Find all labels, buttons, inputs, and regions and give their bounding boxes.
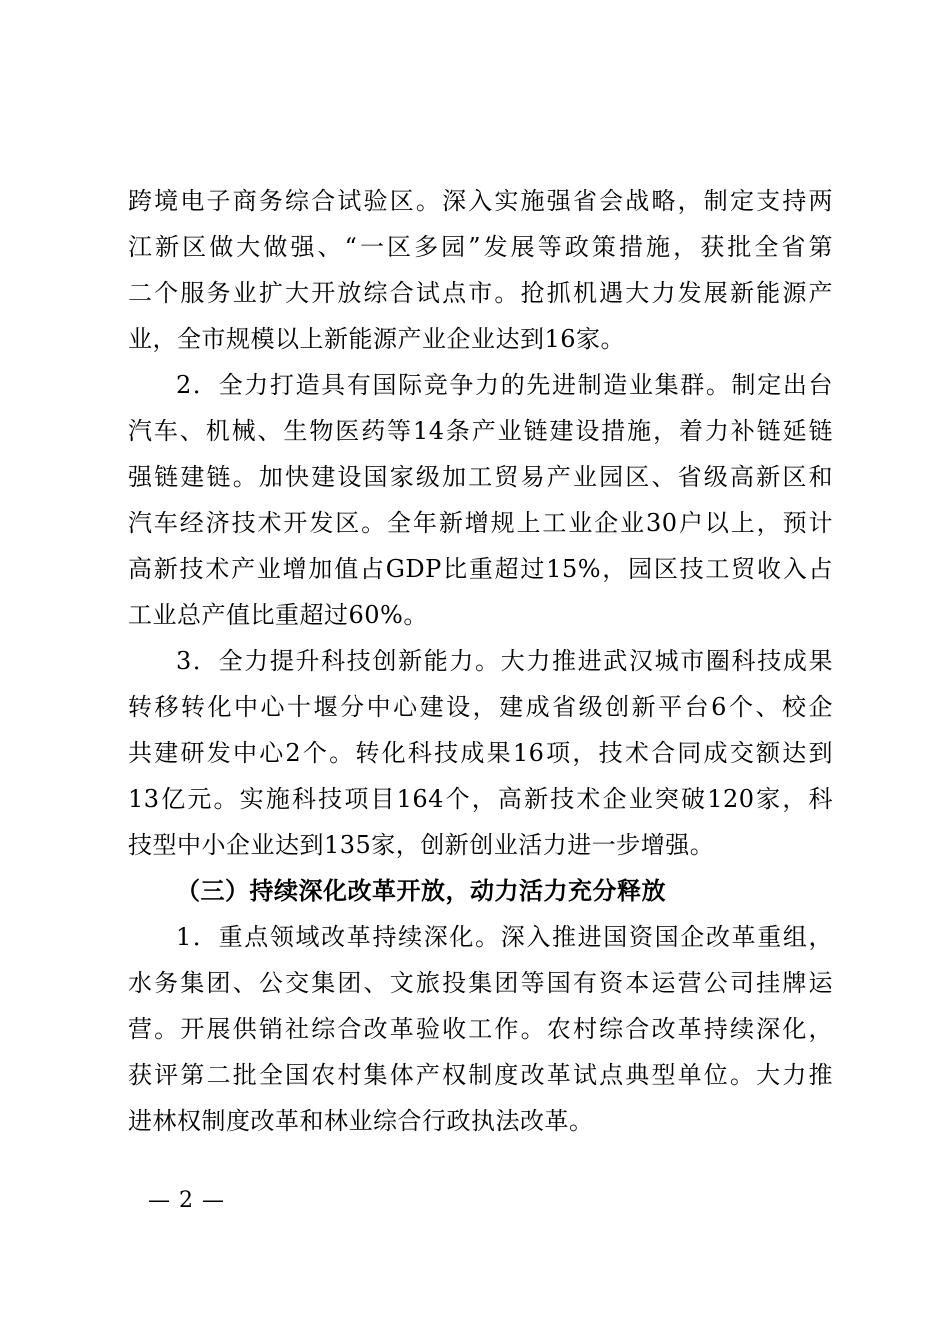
text-line: 高新技术产业增加值占GDP比重超过15%，园区技工贸收入占	[128, 555, 833, 583]
page-number: — 2 —	[148, 1188, 225, 1213]
text-line: 二个服务业扩大开放综合试点市。抢抓机遇大力发展新能源产	[128, 279, 833, 307]
text-line: 强链建链。加快建设国家级加工贸易产业园区、省级高新区和	[128, 463, 833, 491]
text-line: 跨境电子商务综合试验区。深入实施强省会战略，制定支持两	[128, 187, 833, 215]
text-line: 获评第二批全国农村集体产权制度改革试点典型单位。大力推	[128, 1061, 833, 1089]
paragraph-continued	[128, 178, 833, 362]
text-line: 共建研发中心2个。转化科技成果16项，技术合同成交额达到	[128, 739, 833, 767]
text-line: 2．全力打造具有国际竞争力的先进制造业集群。制定出台	[176, 371, 833, 399]
section-heading	[128, 868, 833, 914]
paragraph-item-3	[128, 638, 833, 868]
text-line: 13亿元。实施科技项目164个，高新技术企业突破120家，科	[128, 785, 833, 813]
text-line: 1．重点领域改革持续深化。深入推进国资国企改革重组，	[176, 923, 833, 951]
paragraph-item-2	[128, 362, 833, 638]
text-line: 转移转化中心十堰分中心建设，建成省级创新平台6个、校企	[128, 693, 833, 721]
text-line: 水务集团、公交集团、文旅投集团等国有资本运营公司挂牌运	[128, 969, 833, 997]
section-heading-text: （三）持续深化改革开放，动力活力充分释放	[176, 876, 666, 905]
text-line: 汽车、机械、生物医药等14条产业链建设措施，着力补链延链	[128, 417, 833, 445]
document-body	[128, 178, 833, 1144]
text-line: 技型中小企业达到135家，创新创业活力进一步增强。	[128, 831, 715, 859]
paragraph-section3-item-1	[128, 914, 833, 1144]
text-line: 进林权制度改革和林业综合行政执法改革。	[128, 1107, 594, 1135]
text-line: 工业总产值比重超过60%。	[128, 601, 428, 629]
text-line: 江新区做大做强、“一区多园”发展等政策措施，获批全省第	[128, 233, 833, 261]
text-line: 汽车经济技术开发区。全年新增规上工业企业30户以上，预计	[128, 509, 833, 537]
text-line: 3．全力提升科技创新能力。大力推进武汉城市圈科技成果	[176, 647, 833, 675]
text-line: 业，全市规模以上新能源产业企业达到16家。	[128, 325, 626, 353]
text-line: 营。开展供销社综合改革验收工作。农村综合改革持续深化，	[128, 1015, 833, 1043]
